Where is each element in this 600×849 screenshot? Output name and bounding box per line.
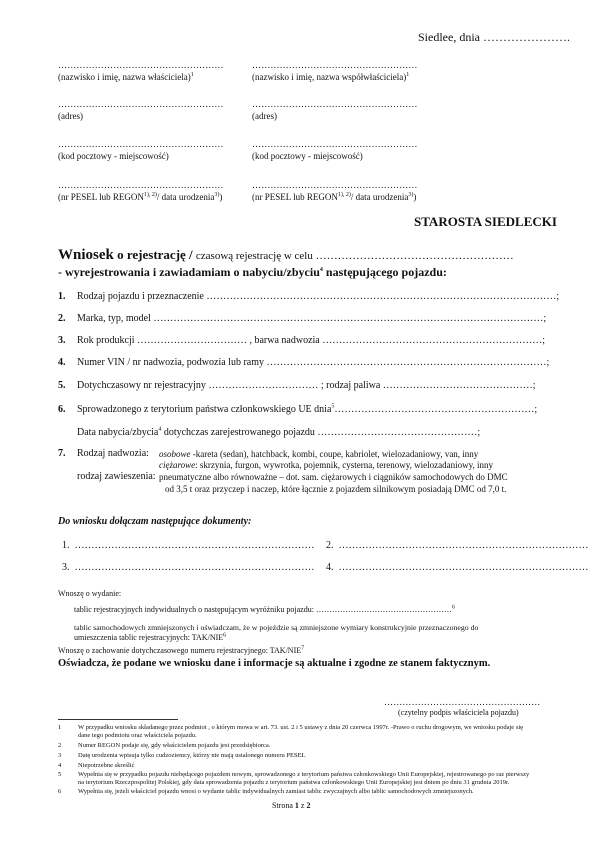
- suspension-label: rodzaj zawieszenia:: [77, 471, 156, 482]
- form-subtitle: - wyrejestrowania i zawiadamiam o nabyciu/zbyciu$^4$ następującego pojazdu:: [58, 265, 447, 279]
- footnote-text: na terytorium Rzeczpospolitej Polskiej, gdy data sprowadzenia pojazdu z terytorium państwa członkowskiego Unii Europejskiej jest dniem po dniu 31 grudnia 2019r.: [78, 779, 510, 786]
- footnote-text: Numer REGON podaje się, gdy właścicielem pojazdu jest przedsiębiorca.: [78, 742, 271, 749]
- coowner-address-line[interactable]: ………………………………………………: [252, 99, 418, 109]
- form-title: Wniosek o rejestrację / czasową rejestrację w celu ………………………………………………: [58, 247, 514, 263]
- signature-line[interactable]: ……………………………………………: [384, 697, 541, 707]
- coowner-address-caption: (adres): [252, 111, 277, 121]
- owner-name-caption: (nazwisko i imię, nazwa właściciela)$^1$: [58, 72, 194, 82]
- documents-heading: Do wniosku dołączam następujące dokumenty:: [58, 516, 252, 527]
- footnote-divider: [58, 719, 178, 720]
- field-vin[interactable]: Numer VIN / nr nadwozia, podwozia lub ramy …………………………………………………………………………;: [77, 357, 550, 368]
- page-number: Strona 1 z 2: [272, 801, 311, 810]
- field-make-model[interactable]: Marka, typ, model ………………………………………………………………………………………………………;: [77, 313, 547, 324]
- owner-address-caption: (adres): [58, 111, 83, 121]
- footnote-text: Niepotrzebne skreślić: [78, 762, 135, 769]
- field-import-date[interactable]: Sprowadzonego z terytorium państwa członkowskiego UE dnia$^5$……………………………………………………;: [77, 403, 538, 415]
- suspension-line-2: od 3,5 t oraz przyczep i naczep, które łącznie z pojazdem silnikowym posiadają DMC od 7,0 t.: [165, 484, 507, 494]
- owner-postal-caption: (kod pocztowy - miejscowość): [58, 151, 169, 161]
- coowner-name-caption: (nazwisko i imię, nazwa współwłaściciela)$^1$: [252, 72, 410, 82]
- field-acquisition-date[interactable]: Data nabycia/zbycia$^4$ dotychczas zarejestrowanego pojazdu …………………………………………;: [77, 426, 481, 438]
- field-2-number: 2.: [58, 313, 66, 324]
- footnote-number: 4: [58, 762, 62, 769]
- coowner-pesel-line[interactable]: ………………………………………………: [252, 180, 418, 190]
- coowner-postal-line[interactable]: ………………………………………………: [252, 139, 418, 149]
- requests-heading: Wnoszę o wydanie:: [58, 589, 122, 598]
- field-4-number: 4.: [58, 357, 66, 368]
- plates-reduced-request[interactable]: tablic samochodowych zmniejszonych i oświadczam, że w pojeździe są zmniejszone wymiary konstrukcyjnie przeznaczonego do: [74, 623, 479, 632]
- field-5-number: 5.: [58, 380, 66, 391]
- footnote-text: dane tego podmiotu oraz właściciela pojazdu.: [78, 732, 197, 739]
- plates-individual-request[interactable]: tablic rejestracyjnych indywidualnych o następującym wyróżniku pojazdu: ……………………………………………$^6$: [74, 604, 455, 614]
- footnote-number: 3: [58, 752, 62, 759]
- coowner-postal-caption: (kod pocztowy - miejscowość): [252, 151, 363, 161]
- field-3-number: 3.: [58, 335, 66, 346]
- document-item[interactable]: 3. ………………………………………………………………: [62, 562, 315, 573]
- place-date: Siedlee, dnia ………………….: [418, 30, 570, 44]
- footnote-text: W przypadku wniosku składanego przez podmiot , o którym mowa w art. 73. ust. 2 i 5 ustawy z dnia 20 czerwca 1997r. -Prawo o ruchu drogowym, we wniosku podaje się: [78, 724, 524, 731]
- document-item[interactable]: 2. …………………………………………………………………: [326, 540, 589, 551]
- document-item[interactable]: 4. …………………………………………………………………: [326, 562, 589, 573]
- owner-name-line[interactable]: ………………………………………………: [58, 60, 224, 70]
- keep-number-request[interactable]: Wnoszę o zachowanie dotychczasowego numeru rejestracyjnego: TAK/NIE$^7$: [58, 645, 305, 655]
- footnote-text: Wypełnia się, jeżeli właściciel pojazdu wnosi o wydanie tablic indywidualnych zamiast tablic zwyczajnych albo tablic samochodowych zmniejszonych.: [78, 788, 474, 795]
- owner-postal-line[interactable]: ………………………………………………: [58, 139, 224, 149]
- footnote-number: 6: [58, 788, 62, 795]
- field-reg-fuel[interactable]: Dotychczasowy nr rejestracyjny …………………………… ; rodzaj paliwa ………………………………………;: [77, 380, 536, 391]
- body-type-label: Rodzaj nadwozia:: [77, 448, 149, 459]
- owner-pesel-line[interactable]: ………………………………………………: [58, 180, 224, 190]
- addressee: STAROSTA SIEDLECKI: [414, 214, 557, 229]
- footnote-text: Wypełnia się w przypadku pojazdu niebędącego pojazdem nowym, sprowadzonego z terytorium państwa członkowskiego Unii Europejskiej, rejestrowanego po raz pierwszy: [78, 771, 530, 778]
- owner-pesel-caption: (nr PESEL lub $REGON^{1), 2)}/$ data urodzenia$^{3)}$): [58, 192, 223, 202]
- owner-address-line[interactable]: ………………………………………………: [58, 99, 224, 109]
- coowner-name-line[interactable]: ………………………………………………: [252, 60, 418, 70]
- declaration: Oświadcza, że podane we wniosku dane i informacje są aktualne i zgodne ze stanem faktycznym.: [58, 658, 491, 669]
- footnote-number: 5: [58, 771, 62, 778]
- signature-caption: (czytelny podpis właściciela pojazdu): [398, 708, 519, 717]
- field-6-number: 6.: [58, 404, 66, 415]
- footnote-number: 1: [58, 724, 62, 731]
- plates-reduced-answer[interactable]: umieszczenia tablic rejestracyjnych: TAK/NIE$^6$: [74, 632, 227, 642]
- body-type-passenger[interactable]: osobowe -kareta (sedan), hatchback, kombi, coupe, kabriolet, wielozadaniowy, van, inny: [159, 449, 479, 459]
- field-vehicle-type[interactable]: Rodzaj pojazdu i przeznaczenie ……………………………………………………………………………………………;: [77, 291, 560, 302]
- document-item[interactable]: 1. ………………………………………………………………: [62, 540, 315, 551]
- suspension-line-1[interactable]: pneumatyczne albo równoważne – dot. sam. ciężarowych i ciągników samochodowych do DMC: [159, 472, 508, 482]
- footnote-text: Datę urodzenia wpisuja tylko cudzoziemcy, którzy nie mają ustalonego numeru PESEL: [78, 752, 306, 759]
- field-year-color[interactable]: Rok produkcji …………………………… , barwa nadwozia …………………………………………………………;: [77, 335, 546, 346]
- footnote-number: 2: [58, 742, 62, 749]
- body-type-truck[interactable]: ciężarowe: skrzynia, furgon, wywrotka, pojemnik, cysterna, terenowy, wielozadaniowy, inny: [159, 460, 494, 470]
- coowner-pesel-caption: (nr PESEL lub $REGON^{1), 2)}/$ data urodzenia$^{3)}$): [252, 192, 417, 202]
- field-1-number: 1.: [58, 291, 66, 302]
- field-7-number: 7.: [58, 448, 66, 459]
